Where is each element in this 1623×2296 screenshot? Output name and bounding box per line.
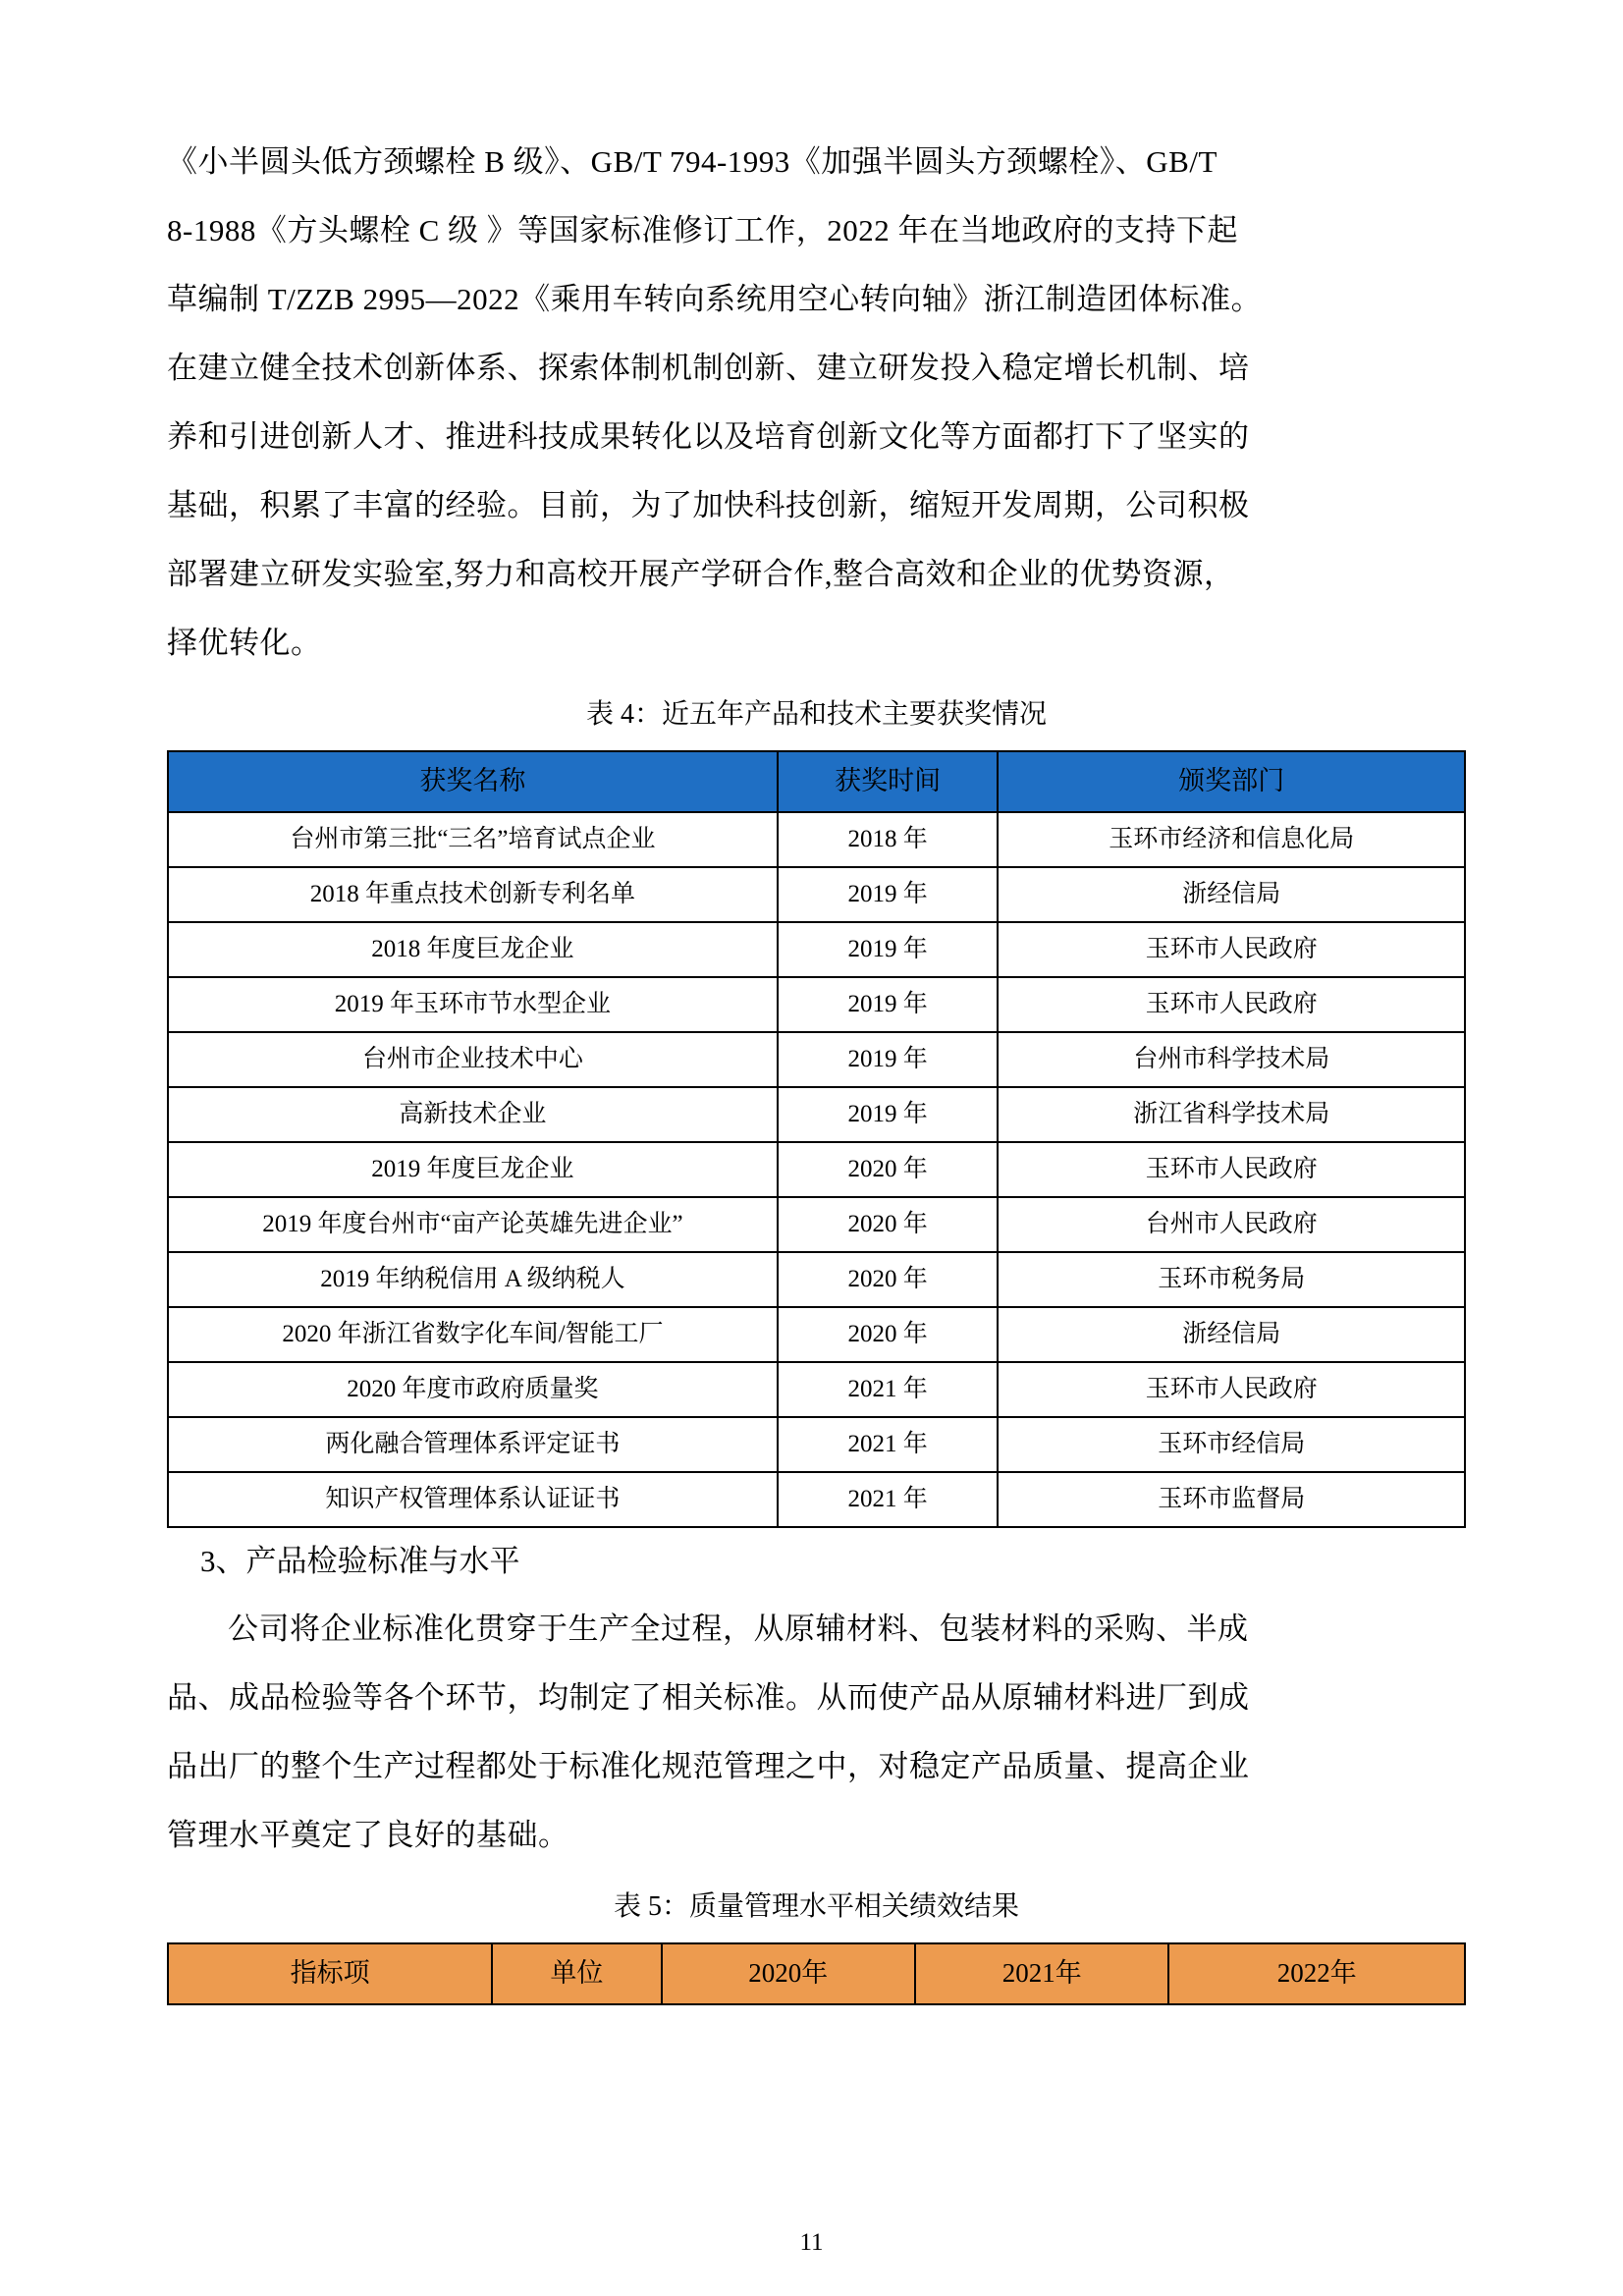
paragraph-top-line: 择优转化。 — [167, 626, 322, 660]
quality-performance-table — [167, 1942, 1466, 2005]
cell-award-name: 2018 年重点技术创新专利名单 — [168, 867, 778, 922]
table5-caption: 表 5：质量管理水平相关绩效结果 — [613, 1891, 1019, 1922]
table-row — [168, 1417, 1465, 1472]
paragraph-top — [167, 128, 1466, 678]
paragraph-bottom-line: 品、成品检验等各个环节，均制定了相关标准。从而使产品从原辅材料进厂到成 — [167, 1680, 1250, 1715]
page-number: 11 — [799, 2229, 824, 2256]
cell-award-time: 2020 年 — [778, 1252, 999, 1307]
column-header-unit: 单位 — [492, 1943, 661, 2004]
cell-award-dept: 玉环市人民政府 — [998, 1362, 1465, 1417]
cell-award-dept: 玉环市人民政府 — [998, 922, 1465, 977]
cell-award-dept: 玉环市监督局 — [998, 1472, 1465, 1527]
table-row — [168, 922, 1465, 977]
table-header-row — [168, 751, 1465, 812]
paragraph-bottom — [167, 1595, 1466, 1870]
cell-award-name: 高新技术企业 — [168, 1087, 778, 1142]
column-header-award-time: 获奖时间 — [778, 751, 999, 812]
cell-award-time: 2021 年 — [778, 1362, 999, 1417]
cell-award-time: 2019 年 — [778, 867, 999, 922]
paragraph-top-line: 部署建立研发实验室,努力和高校开展产学研合作,整合高效和企业的优势资源， — [167, 557, 1235, 591]
table-row — [168, 1032, 1465, 1087]
cell-award-dept: 玉环市人民政府 — [998, 1142, 1465, 1197]
table-row — [168, 1472, 1465, 1527]
cell-award-dept: 玉环市税务局 — [998, 1252, 1465, 1307]
cell-award-name: 2018 年度巨龙企业 — [168, 922, 778, 977]
paragraph-top-line: 8-1988《方头螺栓 C 级 》等国家标准修订工作，2022 年在当地政府的支持下起 — [167, 213, 1238, 247]
cell-award-dept: 浙经信局 — [998, 1307, 1465, 1362]
paragraph-top-line: 《小半圆头低方颈螺栓 B 级》、GB/T 794-1993《加强半圆头方颈螺栓》、GB/T — [167, 144, 1217, 179]
table-row — [168, 1362, 1465, 1417]
cell-award-dept: 台州市人民政府 — [998, 1197, 1465, 1252]
cell-award-dept: 浙经信局 — [998, 867, 1465, 922]
cell-award-time: 2019 年 — [778, 922, 999, 977]
cell-award-name: 2019 年度巨龙企业 — [168, 1142, 778, 1197]
paragraph-top-line: 草编制 T/ZZB 2995—2022《乘用车转向系统用空心转向轴》浙江制造团体标准。 — [167, 282, 1263, 316]
column-header-award-dept: 颁奖部门 — [998, 751, 1465, 812]
column-header-year-2022: 2022年 — [1168, 1943, 1465, 2004]
table-row — [168, 1197, 1465, 1252]
cell-award-dept: 台州市科学技术局 — [998, 1032, 1465, 1087]
column-header-award-name: 获奖名称 — [168, 751, 778, 812]
cell-award-dept: 浙江省科学技术局 — [998, 1087, 1465, 1142]
cell-award-time: 2020 年 — [778, 1307, 999, 1362]
cell-award-dept: 玉环市经信局 — [998, 1417, 1465, 1472]
paragraph-bottom-line: 公司将企业标准化贯穿于生产全过程，从原辅材料、包装材料的采购、半成 — [228, 1612, 1249, 1646]
paragraph-bottom-line: 管理水平奠定了良好的基础。 — [167, 1818, 569, 1852]
table-row — [168, 867, 1465, 922]
table4-caption: 表 4：近五年产品和技术主要获奖情况 — [585, 699, 1047, 730]
table-row — [168, 977, 1465, 1032]
cell-award-time: 2019 年 — [778, 1087, 999, 1142]
section-heading: 3、产品检验标准与水平 — [200, 1544, 520, 1578]
cell-award-dept: 玉环市人民政府 — [998, 977, 1465, 1032]
cell-award-dept: 玉环市经济和信息化局 — [998, 812, 1465, 867]
cell-award-name: 2019 年玉环市节水型企业 — [168, 977, 778, 1032]
table-row — [168, 1142, 1465, 1197]
awards-table — [167, 750, 1466, 1528]
column-header-year-2021: 2021年 — [915, 1943, 1168, 2004]
paragraph-bottom-line: 品出厂的整个生产过程都处于标准化规范管理之中，对稳定产品质量、提高企业 — [167, 1749, 1250, 1783]
table-row — [168, 812, 1465, 867]
table-header-row — [168, 1943, 1465, 2004]
cell-award-name: 台州市企业技术中心 — [168, 1032, 778, 1087]
paragraph-top-line: 基础，积累了丰富的经验。目前，为了加快科技创新，缩短开发周期，公司积极 — [167, 488, 1250, 522]
table-row — [168, 1307, 1465, 1362]
cell-award-time: 2019 年 — [778, 977, 999, 1032]
cell-award-time: 2019 年 — [778, 1032, 999, 1087]
cell-award-time: 2021 年 — [778, 1472, 999, 1527]
paragraph-top-line: 在建立健全技术创新体系、探索体制机制创新、建立研发投入稳定增长机制、培 — [167, 351, 1250, 385]
table5-container — [167, 1942, 1466, 2005]
table4-container — [167, 750, 1466, 1528]
column-header-indicator: 指标项 — [168, 1943, 492, 2004]
cell-award-name: 2020 年度市政府质量奖 — [168, 1362, 778, 1417]
cell-award-name: 2019 年纳税信用 A 级纳税人 — [168, 1252, 778, 1307]
cell-award-time: 2018 年 — [778, 812, 999, 867]
table-row — [168, 1087, 1465, 1142]
cell-award-name: 2019 年度台州市“亩产论英雄先进企业” — [168, 1197, 778, 1252]
paragraph-top-line: 养和引进创新人才、推进科技成果转化以及培育创新文化等方面都打下了坚实的 — [167, 419, 1250, 454]
cell-award-time: 2020 年 — [778, 1197, 999, 1252]
cell-award-time: 2021 年 — [778, 1417, 999, 1472]
column-header-year-2020: 2020年 — [662, 1943, 915, 2004]
cell-award-name: 两化融合管理体系评定证书 — [168, 1417, 778, 1472]
cell-award-time: 2020 年 — [778, 1142, 999, 1197]
cell-award-name: 2020 年浙江省数字化车间/智能工厂 — [168, 1307, 778, 1362]
cell-award-name: 知识产权管理体系认证证书 — [168, 1472, 778, 1527]
table-row — [168, 1252, 1465, 1307]
cell-award-name: 台州市第三批“三名”培育试点企业 — [168, 812, 778, 867]
